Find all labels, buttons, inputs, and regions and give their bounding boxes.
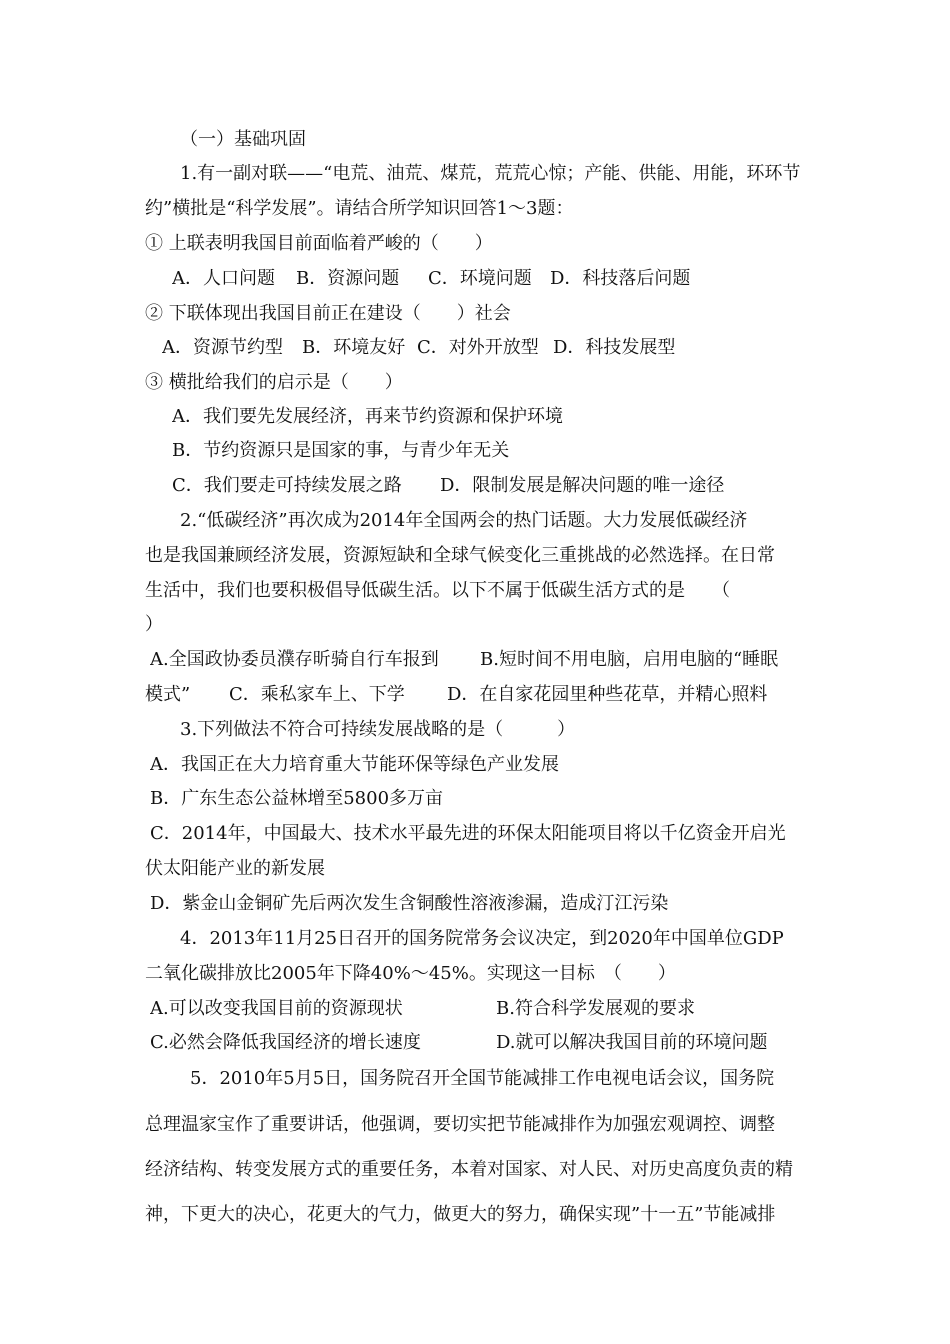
- section-title: （一）基础巩固: [180, 129, 306, 150]
- option-b: B．资源问题: [296, 268, 400, 289]
- option-b: B．环境友好: [302, 337, 406, 358]
- q5-line-3: 经济结构、转变发展方式的重要任务，本着对国家、对人民、对历史高度负责的精: [145, 1159, 793, 1180]
- option-d: D．科技发展型: [553, 337, 676, 358]
- q2-stem-line-1: 2.“低碳经济”再次成为2014年全国两会的热门话题。大力发展低碳经济: [180, 510, 748, 531]
- q5-line-1: 5．2010年5月5日，国务院召开全国节能减排工作电视电话会议，国务院: [190, 1068, 775, 1089]
- option-d: D．在自家花园里种些花草，并精心照料: [447, 684, 768, 705]
- q1-sub1-prompt: ① 上联表明我国目前面临着严峻的（ ）: [145, 233, 493, 254]
- option-b: B.短时间不用电脑，启用电脑的“睡眠: [480, 649, 779, 670]
- q1-sub2-prompt: ② 下联体现出我国目前正在建设（ ）社会: [145, 303, 511, 324]
- q2-stem-line-3: 生活中，我们也要积极倡导低碳生活。以下不属于低碳生活方式的是 （: [145, 580, 730, 601]
- option-d: D．科技落后问题: [550, 268, 691, 289]
- q3-option-a: A．我国正在大力培育重大节能环保等绿色产业发展: [150, 754, 559, 775]
- q5-line-4: 神，下更大的决心，花更大的气力，做更大的努力，确保实现”十一五”节能减排: [145, 1204, 776, 1225]
- option-d: D.就可以解决我国目前的环境问题: [496, 1032, 768, 1053]
- option-a: A．资源节约型: [162, 337, 283, 358]
- option-c: C．对外开放型: [417, 337, 539, 358]
- option-c: C．环境问题: [428, 268, 532, 289]
- q3-option-d: D．紫金山金铜矿先后两次发生含铜酸性溶液渗漏，造成汀江污染: [150, 893, 669, 914]
- q1-sub3-prompt: ③ 横批给我们的启示是（ ）: [145, 372, 403, 393]
- q3-option-b: B．广东生态公益林增至5800多万亩: [150, 788, 444, 809]
- q1-stem-line-2: 约”横批是“科学发展”。请结合所学知识回答1～3题：: [145, 198, 574, 219]
- option-a: A.可以改变我国目前的资源现状: [150, 998, 403, 1019]
- option-b-continued: 模式”: [145, 684, 191, 705]
- q3-option-c-line-1: C．2014年，中国最大、技术水平最先进的环保太阳能项目将以千亿资金开启光: [150, 823, 786, 844]
- q2-stem-line-2: 也是我国兼顾经济发展，资源短缺和全球气候变化三重挑战的必然选择。在日常: [145, 545, 775, 566]
- q4-options-cd: [150, 1026, 815, 1060]
- q2-stem-line-4: ）: [145, 614, 163, 635]
- q2-options-ab: [150, 643, 815, 677]
- q1-sub3-option-a: A．我们要先发展经济，再来节约资源和保护环境: [172, 406, 563, 427]
- q4-stem-line-2: 二氧化碳排放比2005年下降40%～45%。实现这一目标 （ ）: [145, 963, 676, 984]
- q3-option-c-line-2: 伏太阳能产业的新发展: [145, 858, 325, 879]
- q4-stem-line-1: 4．2013年11月25日召开的国务院常务会议决定，到2020年中国单位GDP: [180, 928, 784, 949]
- q3-stem: 3.下列做法不符合可持续发展战略的是（ ）: [180, 719, 576, 740]
- option-a: A．人口问题: [172, 268, 275, 289]
- q5-line-2: 总理温家宝作了重要讲话，他强调，要切实把节能减排作为加强宏观调控、调整: [145, 1114, 775, 1135]
- option-c: C．我们要走可持续发展之路: [172, 475, 402, 496]
- option-d: D．限制发展是解决问题的唯一途径: [440, 475, 725, 496]
- q1-sub3-option-b: B．节约资源只是国家的事，与青少年无关: [172, 440, 510, 461]
- q1-sub1-options: [172, 262, 837, 296]
- q2-options-bcd: [145, 678, 810, 712]
- option-c: C.必然会降低我国经济的增长速度: [150, 1032, 421, 1053]
- q4-options-ab: [150, 992, 815, 1026]
- option-a: A.全国政协委员濮存昕骑自行车报到: [150, 649, 439, 670]
- q1-sub2-options: [162, 331, 827, 365]
- option-b: B.符合科学发展观的要求: [496, 998, 695, 1019]
- option-c: C．乘私家车上、下学: [229, 684, 405, 705]
- q1-sub3-options-cd: [172, 469, 837, 503]
- q1-stem-line-1: 1.有一副对联——“电荒、油荒、煤荒，荒荒心惊；产能、供能、用能，环环节: [180, 163, 801, 184]
